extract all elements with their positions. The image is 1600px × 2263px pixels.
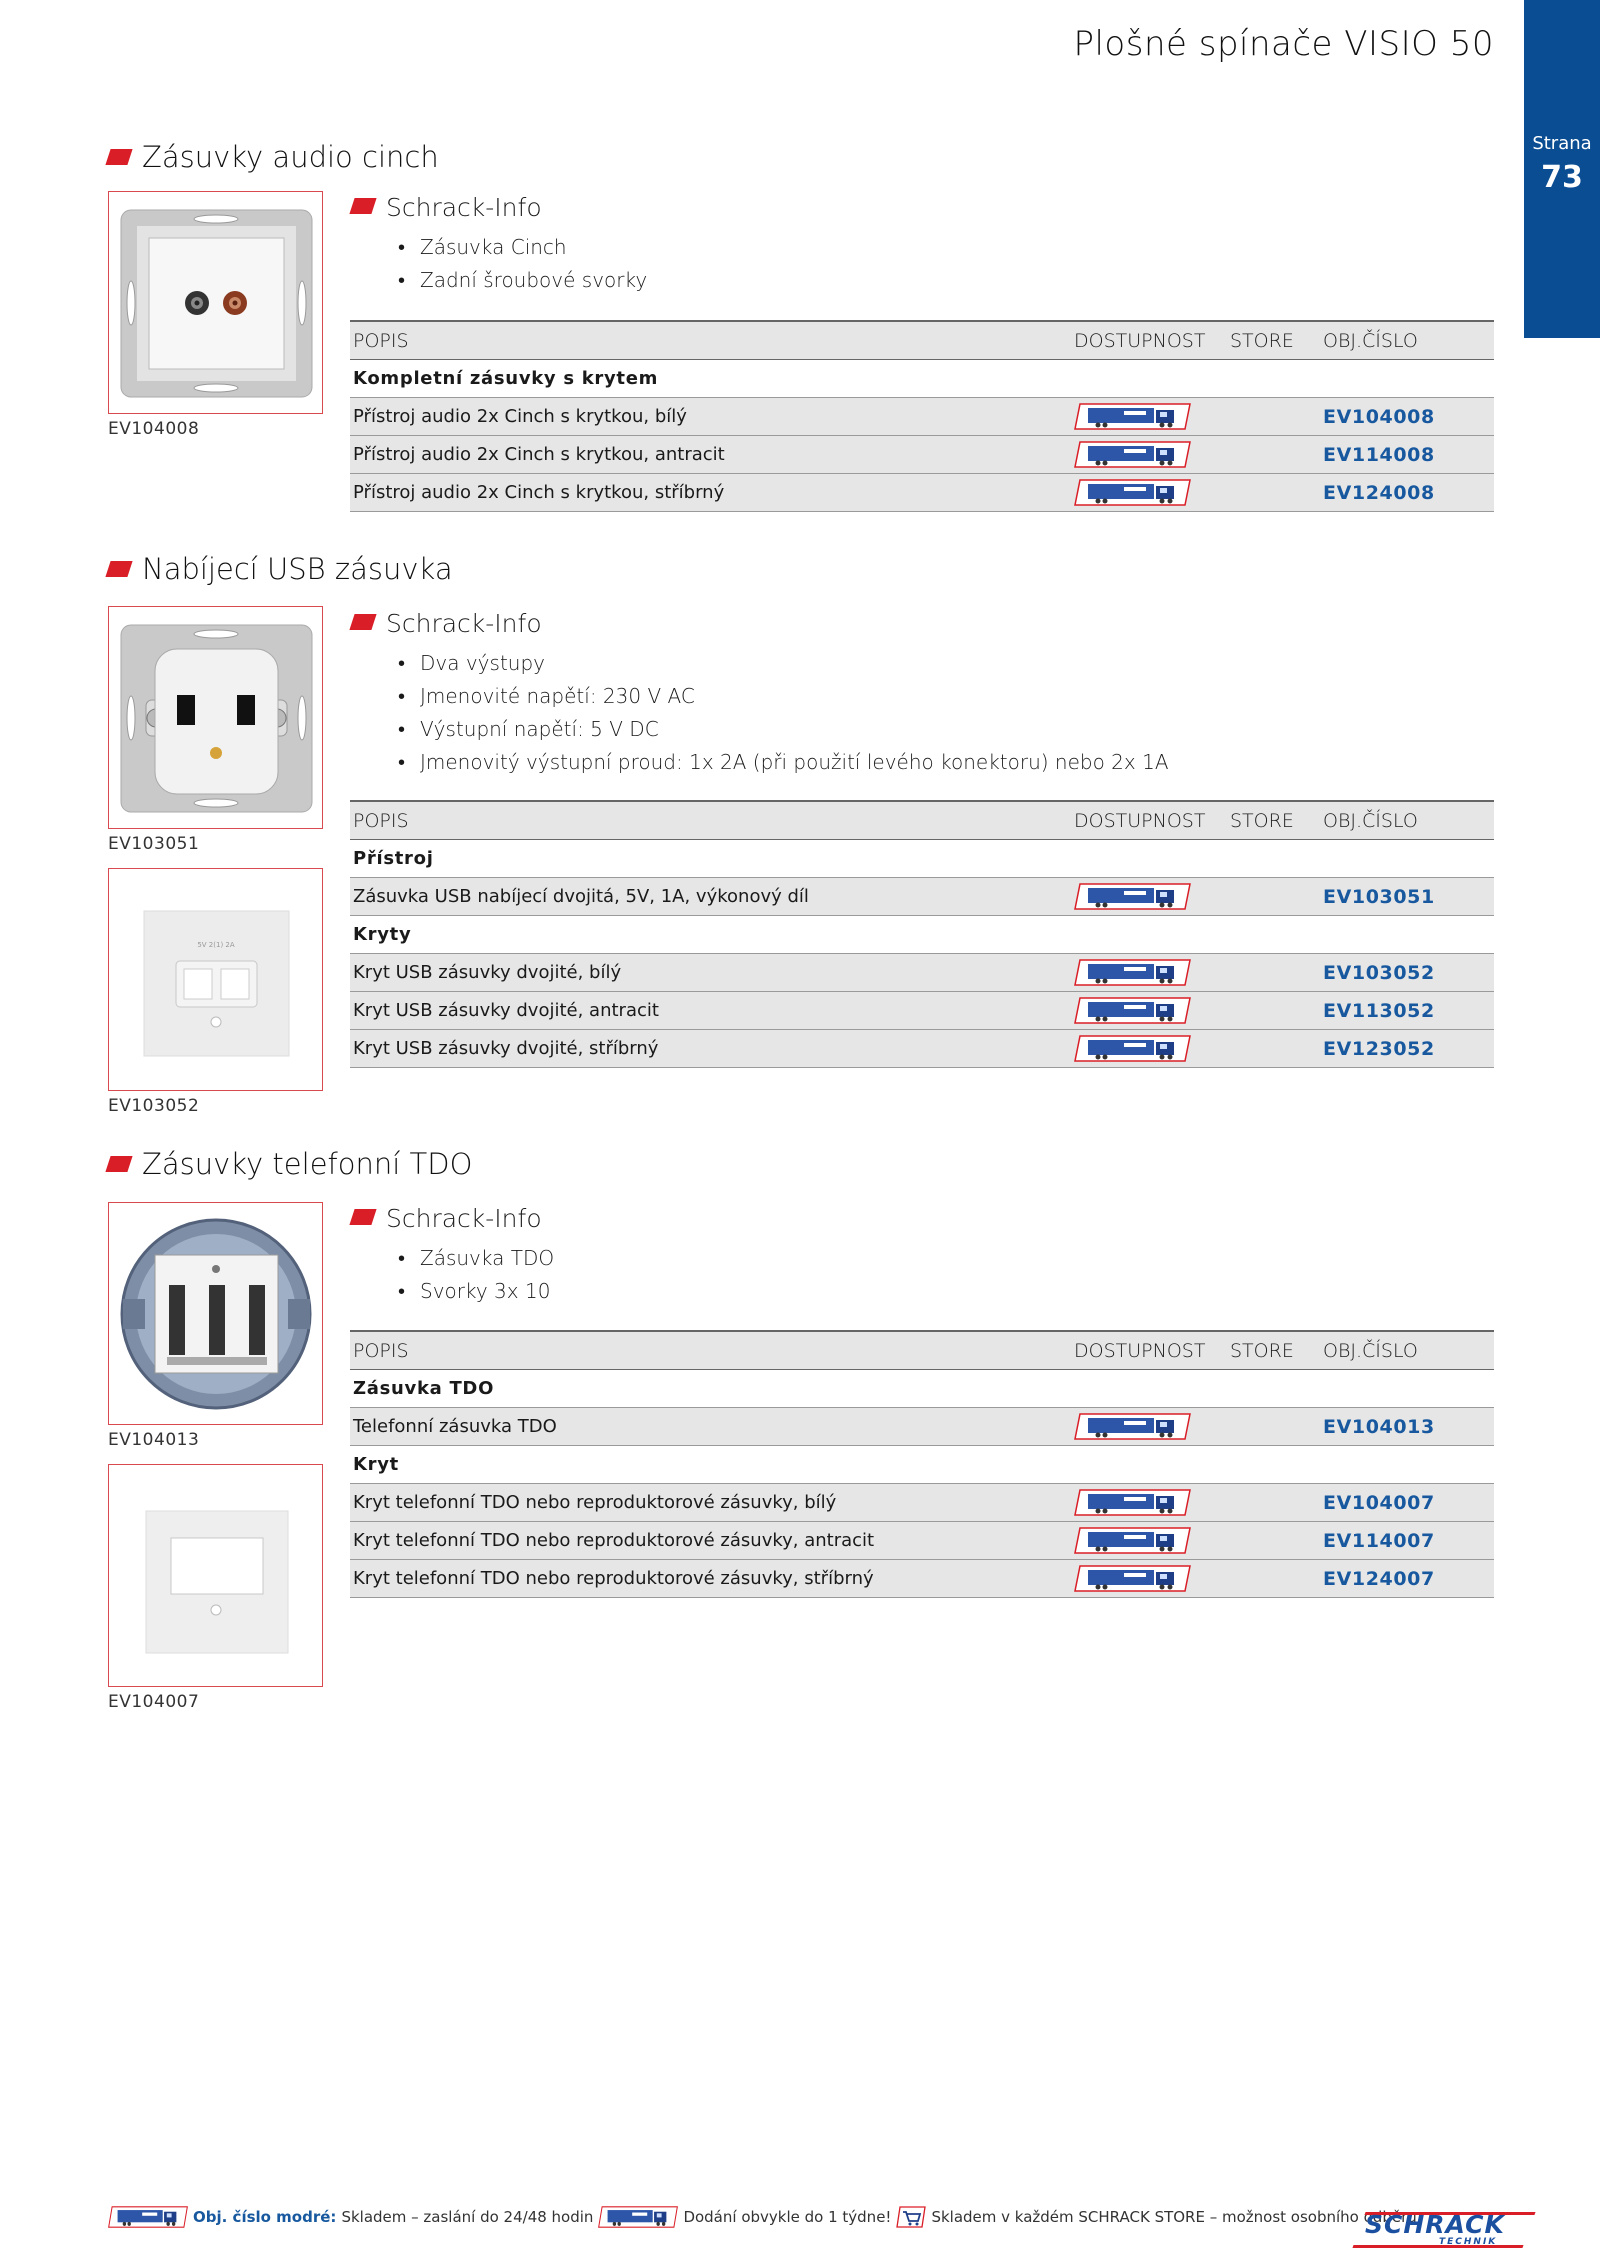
order-number-link[interactable]: EV103051 [1320, 878, 1494, 916]
table-row [350, 474, 1494, 512]
image-caption: EV104007 [108, 1692, 200, 1712]
stock-truck-icon [108, 2206, 188, 2228]
store-cell [1227, 398, 1320, 436]
info-bullets [398, 1242, 554, 1308]
table-row [350, 436, 1494, 474]
image-caption: EV104013 [108, 1430, 200, 1450]
order-number-link[interactable]: EV114007 [1320, 1522, 1494, 1560]
table-header-row [350, 1331, 1494, 1370]
page-tab-label: Strana [1532, 133, 1592, 154]
store-cart-icon [896, 2206, 926, 2228]
bullet-item: • Svorky 3x 10 [398, 1275, 554, 1308]
availability-cell [1071, 398, 1227, 436]
table-row [350, 878, 1494, 916]
item-description: Přístroj audio 2x Cinch s krytkou, antracit [350, 436, 1071, 474]
col-header-order-number: OBJ.ČÍSLO [1320, 801, 1494, 840]
section-title-usb: Nabíjecí USB zásuvka [108, 552, 453, 586]
item-description: Kryt telefonní TDO nebo reproduktorové zásuvky, stříbrný [350, 1560, 1071, 1598]
bullet-item: • Zadní šroubové svorky [398, 264, 647, 297]
footer-legend [108, 2206, 1417, 2228]
info-title: Schrack-Info [352, 193, 542, 222]
availability-cell [1071, 1030, 1227, 1068]
info-title: Schrack-Info [352, 609, 542, 638]
availability-cell [1071, 1484, 1227, 1522]
usb-socket-image [108, 606, 323, 829]
delivery-truck-icon [1074, 479, 1191, 506]
col-header-description: POPIS [350, 801, 1071, 840]
table-group-row [350, 1370, 1494, 1408]
table-row [350, 1484, 1494, 1522]
col-header-order-number: OBJ.ČÍSLO [1320, 1331, 1494, 1370]
store-cell [1227, 1484, 1320, 1522]
table-group-row [350, 1446, 1494, 1484]
order-number-link[interactable]: EV114008 [1320, 436, 1494, 474]
col-header-description: POPIS [350, 1331, 1071, 1370]
order-number-link[interactable]: EV124008 [1320, 474, 1494, 512]
store-cell [1227, 1560, 1320, 1598]
delivery-truck-icon [1074, 1489, 1191, 1516]
group-label: Kryty [350, 916, 1494, 954]
delivery-truck-icon [1074, 883, 1191, 910]
bullet-item: • Jmenovité napětí: 230 V AC [398, 680, 1169, 713]
table-group-row [350, 916, 1494, 954]
red-marker-icon [105, 1156, 132, 1172]
item-description: Přístroj audio 2x Cinch s krytkou, stříbrný [350, 474, 1071, 512]
store-cell [1227, 1408, 1320, 1446]
red-marker-icon [349, 614, 376, 630]
group-label: Kompletní zásuvky s krytem [350, 360, 1494, 398]
info-bullets [398, 231, 647, 297]
order-number-link[interactable]: EV103052 [1320, 954, 1494, 992]
group-label: Zásuvka TDO [350, 1370, 1494, 1408]
info-title: Schrack-Info [352, 1204, 542, 1233]
store-cell [1227, 878, 1320, 916]
order-number-link[interactable]: EV104008 [1320, 398, 1494, 436]
availability-cell [1071, 436, 1227, 474]
store-cell [1227, 1030, 1320, 1068]
product-table-cinch [350, 320, 1494, 512]
availability-cell [1071, 992, 1227, 1030]
item-description: Kryt USB zásuvky dvojité, antracit [350, 992, 1071, 1030]
red-marker-icon [349, 1209, 376, 1225]
table-group-row [350, 360, 1494, 398]
table-group-row [350, 840, 1494, 878]
bullet-item: • Jmenovitý výstupní proud: 1x 2A (při použití levého konektoru) nebo 2x 1A [398, 746, 1169, 779]
table-row [350, 954, 1494, 992]
group-label: Kryt [350, 1446, 1494, 1484]
availability-cell [1071, 1560, 1227, 1598]
order-number-link[interactable]: EV124007 [1320, 1560, 1494, 1598]
table-row [350, 992, 1494, 1030]
availability-cell [1071, 474, 1227, 512]
availability-cell [1071, 1408, 1227, 1446]
item-description: Zásuvka USB nabíjecí dvojitá, 5V, 1A, výkonový díl [350, 878, 1071, 916]
col-header-availability: DOSTUPNOST [1071, 801, 1227, 840]
col-header-store: STORE [1227, 1331, 1320, 1370]
order-number-link[interactable]: EV123052 [1320, 1030, 1494, 1068]
table-row [350, 1522, 1494, 1560]
bullet-item: • Dva výstupy [398, 647, 1169, 680]
delivery-truck-icon [1074, 997, 1191, 1024]
legend-stock: Skladem – zaslání do 24/48 hodin [341, 2208, 594, 2226]
item-description: Telefonní zásuvka TDO [350, 1408, 1071, 1446]
tdo-socket-image [108, 1202, 323, 1425]
page-title: Plošné spínače VISIO 50 [1073, 24, 1494, 64]
info-bullets [398, 647, 1169, 779]
store-cell [1227, 436, 1320, 474]
legend-delivery: Dodání obvykle do 1 týdne! [683, 2208, 892, 2226]
order-number-link[interactable]: EV104007 [1320, 1484, 1494, 1522]
bullet-item: • Zásuvka Cinch [398, 231, 647, 264]
table-header-row [350, 801, 1494, 840]
table-row [350, 1560, 1494, 1598]
col-header-store: STORE [1227, 801, 1320, 840]
availability-cell [1071, 1522, 1227, 1560]
store-cell [1227, 1522, 1320, 1560]
bullet-item: • Zásuvka TDO [398, 1242, 554, 1275]
table-row [350, 1408, 1494, 1446]
red-marker-icon [349, 198, 376, 214]
delivery-truck-icon [598, 2206, 678, 2228]
logo-subtext: TECHNIK [1439, 2237, 1498, 2247]
section-title-cinch: Zásuvky audio cinch [108, 140, 439, 174]
delivery-truck-icon [1074, 1413, 1191, 1440]
page-number: 73 [1541, 160, 1583, 195]
legend-bold: Obj. číslo modré: [193, 2208, 337, 2226]
table-header-row [350, 321, 1494, 360]
store-cell [1227, 474, 1320, 512]
delivery-truck-icon [1074, 959, 1191, 986]
group-label: Přístroj [350, 840, 1494, 878]
legend-store: Skladem v každém SCHRACK STORE – možnost osobního odběru [931, 2208, 1417, 2226]
image-caption: EV104008 [108, 419, 200, 439]
product-table-usb [350, 800, 1494, 1068]
item-description: Kryt USB zásuvky dvojité, stříbrný [350, 1030, 1071, 1068]
store-cell [1227, 954, 1320, 992]
item-description: Kryt telefonní TDO nebo reproduktorové zásuvky, bílý [350, 1484, 1071, 1522]
table-row [350, 1030, 1494, 1068]
red-marker-icon [105, 149, 132, 165]
usb-cover-rating: 5V 2(1) 2A [197, 941, 235, 949]
store-cell [1227, 992, 1320, 1030]
delivery-truck-icon [1074, 403, 1191, 430]
section-title-tdo: Zásuvky telefonní TDO [108, 1147, 472, 1181]
red-marker-icon [105, 561, 132, 577]
product-table-tdo [350, 1330, 1494, 1598]
delivery-truck-icon [1074, 1035, 1191, 1062]
cinch-socket-image [108, 191, 323, 414]
schrack-logo [1365, 2210, 1505, 2247]
delivery-truck-icon [1074, 1527, 1191, 1554]
item-description: Kryt USB zásuvky dvojité, bílý [350, 954, 1071, 992]
bullet-item: • Výstupní napětí: 5 V DC [398, 713, 1169, 746]
item-description: Přístroj audio 2x Cinch s krytkou, bílý [350, 398, 1071, 436]
delivery-truck-icon [1074, 441, 1191, 468]
order-number-link[interactable]: EV113052 [1320, 992, 1494, 1030]
page-tab [1524, 0, 1600, 338]
tdo-cover-image [108, 1464, 323, 1687]
table-row [350, 398, 1494, 436]
item-description: Kryt telefonní TDO nebo reproduktorové zásuvky, antracit [350, 1522, 1071, 1560]
logo-text: SCHRACK [1365, 2210, 1505, 2239]
image-caption: EV103052 [108, 1096, 200, 1116]
usb-cover-image [108, 868, 323, 1091]
col-header-availability: DOSTUPNOST [1071, 1331, 1227, 1370]
col-header-store: STORE [1227, 321, 1320, 360]
col-header-availability: DOSTUPNOST [1071, 321, 1227, 360]
availability-cell [1071, 954, 1227, 992]
col-header-order-number: OBJ.ČÍSLO [1320, 321, 1494, 360]
image-caption: EV103051 [108, 834, 200, 854]
delivery-truck-icon [1074, 1565, 1191, 1592]
availability-cell [1071, 878, 1227, 916]
col-header-description: POPIS [350, 321, 1071, 360]
order-number-link[interactable]: EV104013 [1320, 1408, 1494, 1446]
